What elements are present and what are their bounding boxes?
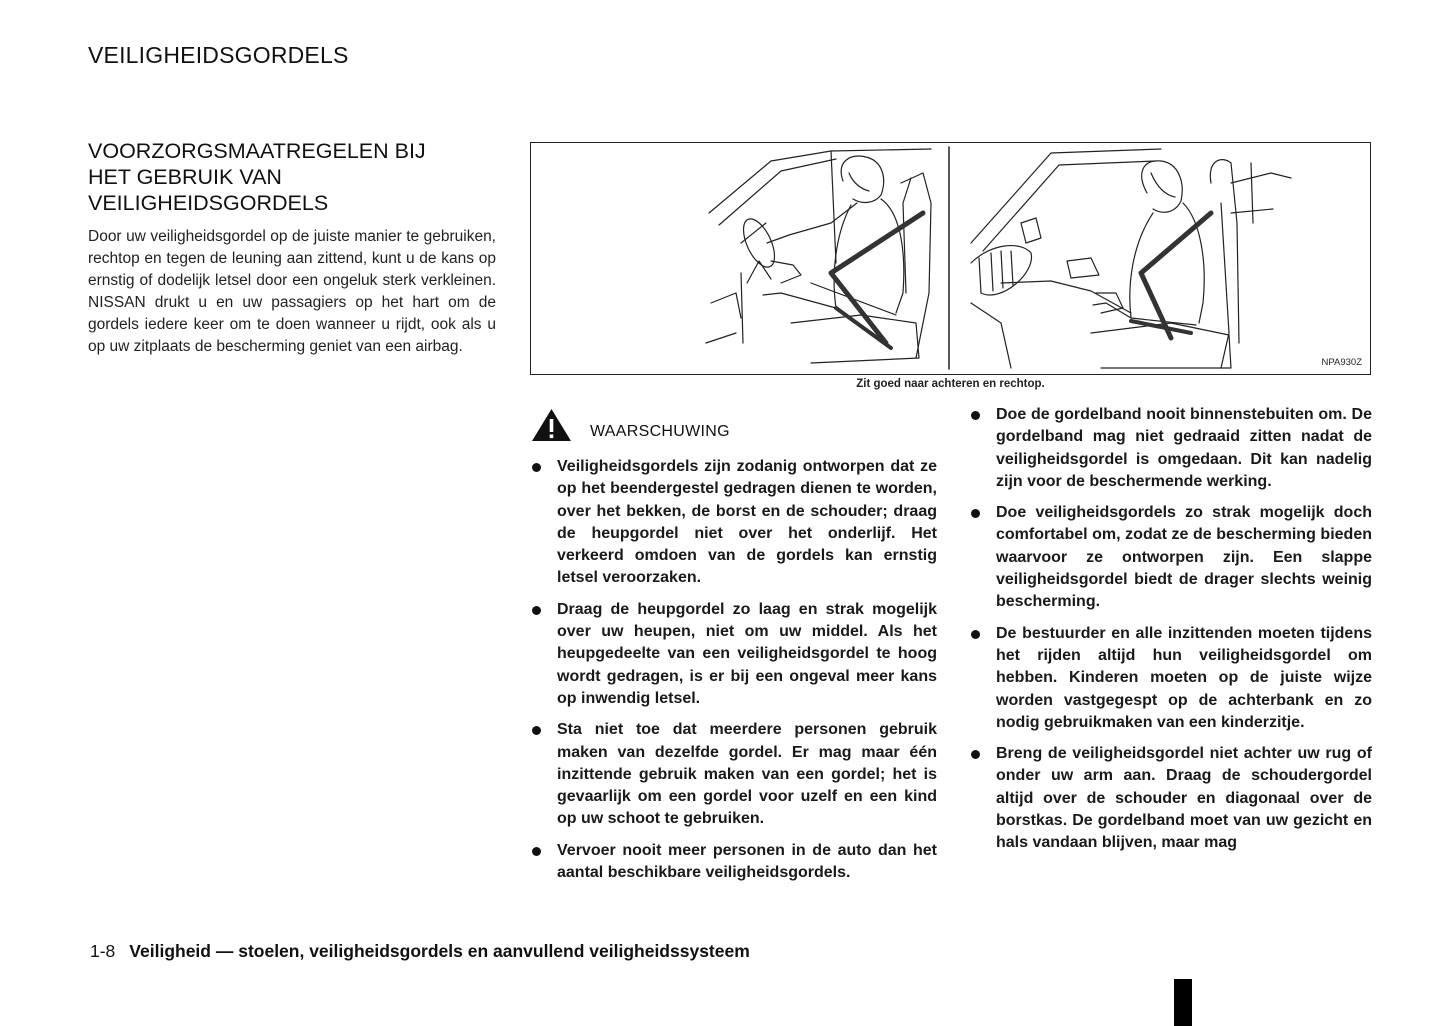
warning-item (531, 719, 937, 830)
bullet (532, 726, 541, 735)
warning-triangle-icon (531, 408, 572, 442)
figure-caption: Zit goed naar achteren en rechtop. (856, 378, 1045, 390)
footer-chapter-title: Veiligheid — stoelen, veiligheidsgordels en aanvullend veiligheidssysteem (129, 941, 750, 961)
bullet (971, 411, 980, 420)
warning-item-text: De bestuurder en alle inzittenden moeten tijdens het rijden altijd hun veiligheidsgordel om hebben. Kinderen moeten op de juiste wijze worden vastgegespt op de achterbank en zo nodig gebruikmaken van een kinderzitje. (996, 624, 1372, 731)
warning-heading (531, 408, 730, 442)
sub-heading-line: VOORZORGSMAATREGELEN BIJ (88, 139, 426, 163)
warning-item (531, 456, 937, 590)
warning-item (970, 502, 1372, 613)
warning-item-text: Doe veiligheidsgordels zo strak mogelijk doch comfortabel om, zodat ze de bescherming bieden waarvoor ze ontworpen zijn. Een slappe veiligheidsgordel biedt de drager slechts weinig bescherming. (996, 504, 1372, 611)
figure-code: NPA930Z (1321, 357, 1362, 368)
bullet (971, 509, 980, 518)
warning-item-text: Draag de heupgordel zo laag en strak mogelijk over uw heupen, niet om uw middel. Als het heupgedeelte van een veiligheidsgordel te hoog wordt gedragen, is er bij een ongeval meer kans op inwendig letsel. (557, 600, 937, 707)
warning-item (970, 404, 1372, 493)
warning-item-text: Veiligheidsgordels zijn zodanig ontworpen dat ze op het beendergestel gedragen dienen te worden, over het bekken, de borst en de schouder; draag de heupgordel niet over het onderlijf. Het verkeerd omdoen van de gordels kan ernstig letsel veroorzaken. (557, 458, 937, 587)
bullet (532, 847, 541, 856)
bullet (532, 463, 541, 472)
sub-heading (88, 138, 488, 216)
warning-item-text: Breng de veiligheidsgordel niet achter uw rug of onder uw arm aan. Draag de schoudergordel altijd over de schouder en diagonaal over de borstkas. De gordelband moet van uw gezicht en hals vandaan blijven, maar mag (996, 745, 1372, 852)
bullet (971, 630, 980, 639)
warning-item (531, 599, 937, 710)
page-footer (90, 941, 750, 962)
warning-list-left (531, 456, 937, 893)
warning-label: WAARSCHUWING (590, 423, 730, 440)
sub-heading-line: VEILIGHEIDSGORDELS (88, 191, 329, 215)
seatbelt-illustration (530, 142, 1371, 375)
seating-posture-drawing (531, 143, 1372, 376)
section-title: VEILIGHEIDSGORDELS (88, 42, 349, 68)
page-number: 1-8 (90, 941, 116, 961)
warning-list-right (970, 404, 1372, 864)
warning-item (970, 623, 1372, 734)
bullet (971, 750, 980, 759)
warning-item (531, 840, 937, 885)
intro-paragraph: Door uw veiligheidsgordel op de juiste manier te gebruiken, rechtop en tegen de leuning aan zittend, kunt u de kans op ernstig of dodelijk letsel door een ongeluk sterk verkleinen. NISSAN drukt u en uw passagiers op het hart om de gordels iedere keer om te doen wanneer u rijdt, ook als u op uw zitplaats de bescherming geniet van een airbag. (88, 228, 496, 355)
warning-item-text: Sta niet toe dat meerdere personen gebruik maken van dezelfde gordel. Er mag maar één inzittende gebruik maken van een gordel; het is gevaarlijk om een gordel voor uzelf en een kind op uw schoot te gebruiken. (557, 721, 937, 828)
warning-item-text: Vervoer nooit meer personen in de auto dan het aantal beschikbare veiligheidsgordels. (557, 841, 937, 882)
bullet (532, 606, 541, 615)
sub-heading-line: HET GEBRUIK VAN (88, 165, 282, 189)
warning-item (970, 743, 1372, 854)
chapter-edge-tab (1174, 979, 1192, 1026)
warning-item-text: Doe de gordelband nooit binnenstebuiten om. De gordelband mag niet gedraaid zitten nadat de veiligheidsgordel is omgedaan. Dit kan nadelig zijn voor de beschermende werking. (996, 406, 1372, 490)
